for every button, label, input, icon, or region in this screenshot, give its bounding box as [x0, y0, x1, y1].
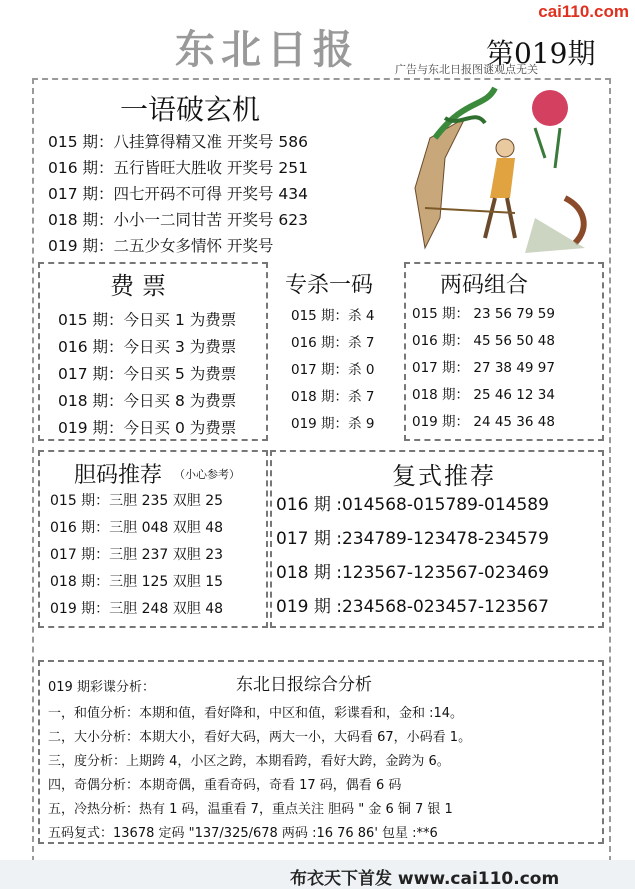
disclaimer-text: 广告与东北日报图谜观点无关 — [395, 63, 538, 76]
illustration — [385, 78, 605, 258]
analysis-line: 二，大小分析：本期大小，看好大码，两大一小，大码看 67，小码看 1。 — [48, 730, 472, 745]
liangma-row: 019 期： 24 45 36 48 — [412, 414, 555, 430]
fushi-box — [270, 450, 604, 628]
liangma-row: 017 期： 27 38 49 97 — [412, 360, 555, 376]
analysis-line: 五，冷热分析：热有 1 码，温重看 7，重点关注 胆码 " 金 6 铜 7 银 1 — [48, 802, 453, 817]
yiyu-title: 一语破玄机 — [120, 93, 261, 126]
yiyu-section — [40, 80, 390, 260]
danma-row: 015 期：三胆 235 双胆 25 — [50, 493, 224, 509]
danma-subtitle: （小心参考） — [174, 468, 240, 481]
feipiao-row: 016 期：今日买 3 为费票 — [58, 338, 237, 356]
yiyu-row: 015 期：八挂算得精又准 开奖号 586 — [48, 133, 308, 151]
yiyu-row: 016 期：五行皆旺大胜收 开奖号 251 — [48, 159, 308, 177]
analysis-title: 东北日报综合分析 — [236, 675, 372, 695]
issue-number: 第019期 — [486, 37, 596, 70]
yiyu-row: 017 期：四七开码不可得 开奖号 434 — [48, 185, 308, 203]
feipiao-row: 017 期：今日买 5 为费票 — [58, 365, 237, 383]
feipiao-title: 费票 — [110, 272, 174, 300]
zhuansha-row: 015 期：杀 4 — [291, 308, 375, 324]
danma-title: 胆码推荐 — [74, 463, 163, 488]
site-logo: cai110.com — [538, 2, 629, 21]
yiyu-row: 018 期：小小一二同甘苦 开奖号 623 — [48, 211, 308, 229]
liangma-row: 018 期： 25 46 12 34 — [412, 387, 555, 403]
zhuansha-row: 019 期：杀 9 — [291, 416, 375, 432]
fushi-row: 016 期 :014568-015789-014589 — [276, 495, 549, 515]
masthead-title: 东北日报 — [175, 26, 359, 73]
fushi-row: 017 期 :234789-123478-234579 — [276, 529, 549, 549]
fushi-title: 复式推荐 — [392, 462, 496, 490]
fushi-row: 019 期 :234568-023457-123567 — [276, 597, 549, 617]
liangma-row: 015 期： 23 56 79 59 — [412, 306, 555, 322]
liangma-row: 016 期： 45 56 50 48 — [412, 333, 555, 349]
zhuansha-row: 017 期：杀 0 — [291, 362, 375, 378]
feipiao-box — [38, 262, 268, 441]
zhuansha-title: 专杀一码 — [285, 273, 374, 298]
danma-row: 017 期：三胆 237 双胆 23 — [50, 547, 224, 563]
yiyu-row: 019 期：二五少女多情怀 开奖号 — [48, 237, 274, 255]
danma-box — [38, 450, 268, 628]
liangma-box — [404, 262, 604, 441]
footer-text: 布衣天下首发 www.cai110.com — [290, 869, 560, 889]
feipiao-row: 015 期：今日买 1 为费票 — [58, 311, 237, 329]
zhuansha-box — [275, 262, 403, 437]
danma-row: 016 期：三胆 048 双胆 48 — [50, 520, 224, 536]
zhuansha-row: 018 期：杀 7 — [291, 389, 375, 405]
fushi-row: 018 期 :123567-123567-023469 — [276, 563, 549, 583]
danma-row: 018 期：三胆 125 双胆 15 — [50, 574, 224, 590]
danma-row: 019 期：三胆 248 双胆 48 — [50, 601, 224, 617]
analysis-line: 一，和值分析：本期和值，看好降和，中区和值，彩谍看和，金和 :14。 — [48, 706, 464, 721]
feipiao-row: 018 期：今日买 8 为费票 — [58, 392, 237, 410]
analysis-heading: 019 期彩谍分析： — [48, 680, 155, 695]
feipiao-row: 019 期：今日买 0 为费票 — [58, 419, 237, 437]
liangma-title: 两码组合 — [440, 273, 529, 298]
analysis-line: 三，度分析：上期跨 4，小区之跨，本期看跨，看好大跨，金跨为 6。 — [48, 754, 450, 769]
footer-bar — [0, 860, 635, 889]
analysis-line: 五码复式：13678 定码 "137/325/678 两码 :16 76 86' 包星 :**6 — [48, 826, 438, 841]
analysis-box — [38, 660, 604, 844]
analysis-line: 四，奇偶分析：本期奇偶，重看奇码，奇看 17 码，偶看 6 码 — [48, 778, 402, 793]
zhuansha-row: 016 期：杀 7 — [291, 335, 375, 351]
